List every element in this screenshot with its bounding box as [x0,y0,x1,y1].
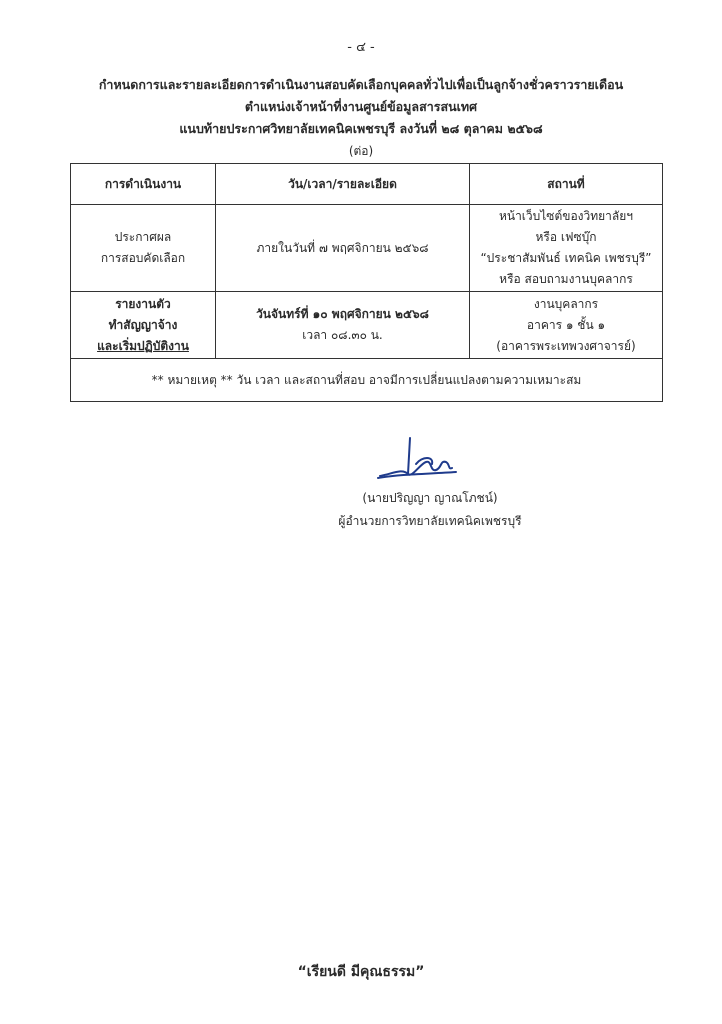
row1-place-line: หรือ เฟซบุ๊ก [535,230,597,244]
signer-position: ผู้อำนวยการวิทยาลัยเทคนิคเพชรบุรี [338,514,522,528]
table-row [71,205,663,292]
note-cell: ** หมายเหตุ ** วัน เวลา และสถานที่สอบ อาจมีการเปลี่ยนแปลงตามความเหมาะสม [71,359,663,402]
heading-line-3: แนบท้ายประกาศวิทยาลัยเทคนิคเพชรบุรี ลงวันที่ ๒๘ ตุลาคม ๒๕๖๘ [179,121,543,136]
signer-name: (นายปริญญา ญาณโภชน์) [362,491,498,505]
row2-datetime-cell [216,292,470,359]
header-datetime: วัน/เวลา/รายละเอียด [216,164,470,205]
table-header-row [71,164,663,205]
row1-place-cell [470,205,663,292]
row2-task-line: ทำสัญญาจ้าง [108,317,178,332]
continued-label: (ต่อ) [348,144,374,158]
motto: “เรียนดี มีคุณธรรม” [297,964,425,980]
signature-image [372,434,462,484]
row2-place-line: (อาคารพระเทพวงศาจารย์) [496,338,636,353]
table-row [71,359,663,402]
row1-place-line: หน้าเว็บไซต์ของวิทยาลัยฯ [498,209,634,223]
heading-line-1: กำหนดการและรายละเอียดการดำเนินงานสอบคัดเลือกบุคคลทั่วไปเพื่อเป็นลูกจ้างชั่วคราวรายเดือน [98,77,624,92]
row2-place-line: งานบุคลากร [533,296,599,311]
row2-place-cell [470,292,663,359]
row2-date: วันจันทร์ที่ ๑๐ พฤศจิกายน ๒๕๖๘ [256,307,429,321]
row2-time: เวลา ๐๘.๓๐ น. [302,328,383,342]
row1-datetime-cell: ภายในวันที่ ๗ พฤศจิกายน ๒๕๖๘ [216,205,470,292]
row1-task-line: ประกาศผล [114,230,172,244]
row1-place-line: หรือ สอบถามงานบุคลากร [499,272,633,286]
signer-block [300,487,560,533]
row2-place-line: อาคาร ๑ ชั้น ๑ [526,317,606,332]
row2-task-cell [71,292,216,359]
row1-place-line: “ประชาสัมพันธ์ เทคนิค เพชรบุรี” [480,251,652,265]
table-row [71,292,663,359]
row1-task-cell [71,205,216,292]
heading-line-2: ตำแหน่งเจ้าหน้าที่งานศูนย์ข้อมูลสารสนเทศ [244,99,478,114]
page-number: - ๔ - [347,40,375,55]
document-heading [40,74,682,140]
header-task: การดำเนินงาน [71,164,216,205]
schedule-table [70,163,663,402]
row2-task-line: รายงานตัว [115,296,171,311]
row2-task-line: และเริ่มปฏิบัติงาน [97,338,189,353]
header-place: สถานที่ [470,164,663,205]
row1-task-line: การสอบคัดเลือก [100,251,186,265]
